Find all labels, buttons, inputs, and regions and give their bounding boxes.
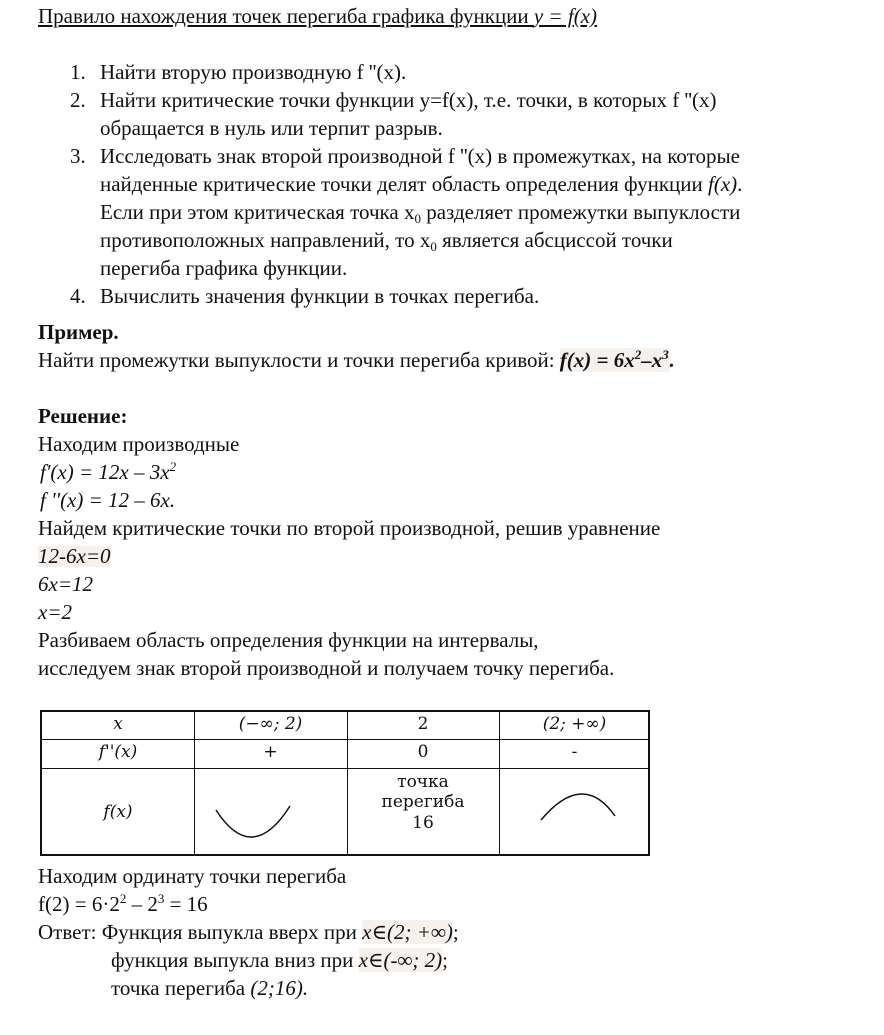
step-4-text: Вычислить значения функции в точках перегиба.: [100, 284, 540, 308]
ordinate-calc-a: f(2) = 6·2: [38, 892, 120, 916]
step-3-line3-sub: 0: [414, 211, 421, 226]
ordinate-calc-b: – 2: [126, 892, 158, 916]
table-inflection-caption: [347, 772, 499, 833]
split-text-line2: исследуем знак второй производной и получаем точку перегиба.: [38, 656, 615, 680]
table-sign-left: +: [263, 742, 278, 762]
answer-inflection-point: (2;16).: [250, 976, 309, 1000]
concave-down-arc-icon: [499, 770, 650, 856]
rule-title-function: y = f(x): [533, 4, 598, 28]
step-3-line2-end: .: [737, 172, 743, 196]
ordinate-text: Находим ординату точки перегиба: [38, 864, 347, 888]
example-formula-b: –x: [641, 348, 663, 372]
find-derivatives-text: Находим производные: [38, 432, 240, 456]
answer-line2-interval: x∈(-∞; 2): [358, 948, 443, 972]
critical-points-text: Найдем критические точки по второй производной, решив уравнение: [38, 516, 661, 540]
concave-up-arc-icon: [194, 770, 347, 856]
table-header-interval-right: (2; +∞): [542, 714, 607, 734]
table-sign-point: 0: [417, 742, 429, 762]
rule-title-text: Правило нахождения точек перегиба графика функции: [38, 4, 534, 28]
example-task-text: Найти промежутки выпуклости и точки перегиба кривой:: [38, 348, 560, 372]
answer-line1-text: Функция выпукла вверх при: [96, 920, 363, 944]
step-3-text-line4: [100, 228, 673, 254]
table-header-x: x: [113, 714, 123, 734]
step-2-number: 2.: [70, 88, 86, 112]
example-formula-sup1: 2: [634, 347, 642, 362]
sign-table: [40, 710, 650, 856]
step-3-line2-func: f(x): [708, 172, 738, 196]
step-3-line4-a: противоположных направлений, то x: [100, 228, 431, 252]
first-derivative-sup: 2: [169, 459, 177, 474]
answer-label: Ответ:: [38, 920, 97, 944]
answer-line-1: [38, 922, 459, 943]
step-2-text-line2: обращается в нуль или терпит разрыв.: [100, 116, 443, 140]
step-3-line3-a: Если при этом критическая точка x: [100, 200, 415, 224]
answer-line-3: [111, 978, 308, 999]
table-second-derivative-label: f''(x): [98, 742, 138, 762]
table-inflection-value: 16: [412, 812, 434, 833]
step-1-text: Найти вторую производную f ''(x).: [100, 60, 407, 84]
table-inflection-word2: перегиба: [381, 792, 465, 813]
step-3-text-line5: перегиба графика функции.: [100, 256, 348, 280]
table-sign-right: -: [571, 742, 578, 762]
table-function-label: f(x): [103, 802, 133, 822]
step-3-text-line2: [100, 174, 742, 195]
second-derivative: f ''(x) = 12 – 6x.: [40, 488, 176, 512]
step-3-line3-b: разделяет промежутки выпуклости: [420, 200, 741, 224]
answer-line-2: [111, 950, 448, 971]
first-derivative-text: f′(x) = 12x – 3x: [40, 460, 170, 484]
ordinate-calculation: [38, 891, 208, 916]
answer-line2-text: функция выпукла вниз при: [111, 948, 359, 972]
example-formula: [560, 348, 669, 372]
step-3-line2-text: найденные критические точки делят область определения функции: [100, 172, 708, 196]
step-3-text-line1: Исследовать знак второй производной f ''(x) в промежутках, на которые: [100, 144, 740, 168]
split-text-line1: Разбиваем область определения функции на интервалы,: [38, 628, 539, 652]
equation-3: x=2: [38, 600, 72, 624]
answer-line1-end: ;: [452, 920, 459, 944]
ordinate-calc-sup2: 3: [157, 891, 165, 906]
step-2-text-line1: Найти критические точки функции y=f(x), т.е. точки, в которых f ''(x): [100, 88, 717, 112]
solution-heading: Решение:: [38, 404, 128, 428]
step-4-number: 4.: [70, 284, 86, 308]
example-formula-end: .: [668, 348, 674, 372]
step-3-text-line3: [100, 200, 741, 226]
example-formula-a: f(x) = 6x: [559, 348, 635, 372]
table-inflection-word1: точка: [397, 772, 449, 792]
answer-line3-text: точка перегиба: [111, 976, 251, 1000]
first-derivative: [40, 459, 177, 484]
table-header-point: 2: [417, 714, 429, 734]
example-formula-sup2: 3: [662, 347, 669, 362]
table-header-interval-left: (−∞; 2): [238, 714, 303, 734]
answer-line2-end: ;: [442, 948, 448, 972]
example-task: [38, 347, 674, 372]
answer-line1-interval: x∈(2; +∞): [362, 920, 453, 944]
rule-title: [38, 6, 597, 27]
step-3-line4-sub: 0: [430, 239, 437, 254]
ordinate-calc-c: = 16: [164, 892, 208, 916]
step-3-line4-b: является абсциссой точки: [436, 228, 673, 252]
equation-2: 6x=12: [38, 572, 93, 596]
equation-1: 12-6x=0: [38, 544, 111, 568]
table-divider: [42, 739, 648, 740]
step-3-number: 3.: [70, 144, 86, 168]
ordinate-calc-sup1: 2: [119, 891, 127, 906]
step-1-number: 1.: [70, 60, 86, 84]
example-heading: Пример.: [38, 320, 119, 344]
table-divider: [42, 768, 648, 769]
